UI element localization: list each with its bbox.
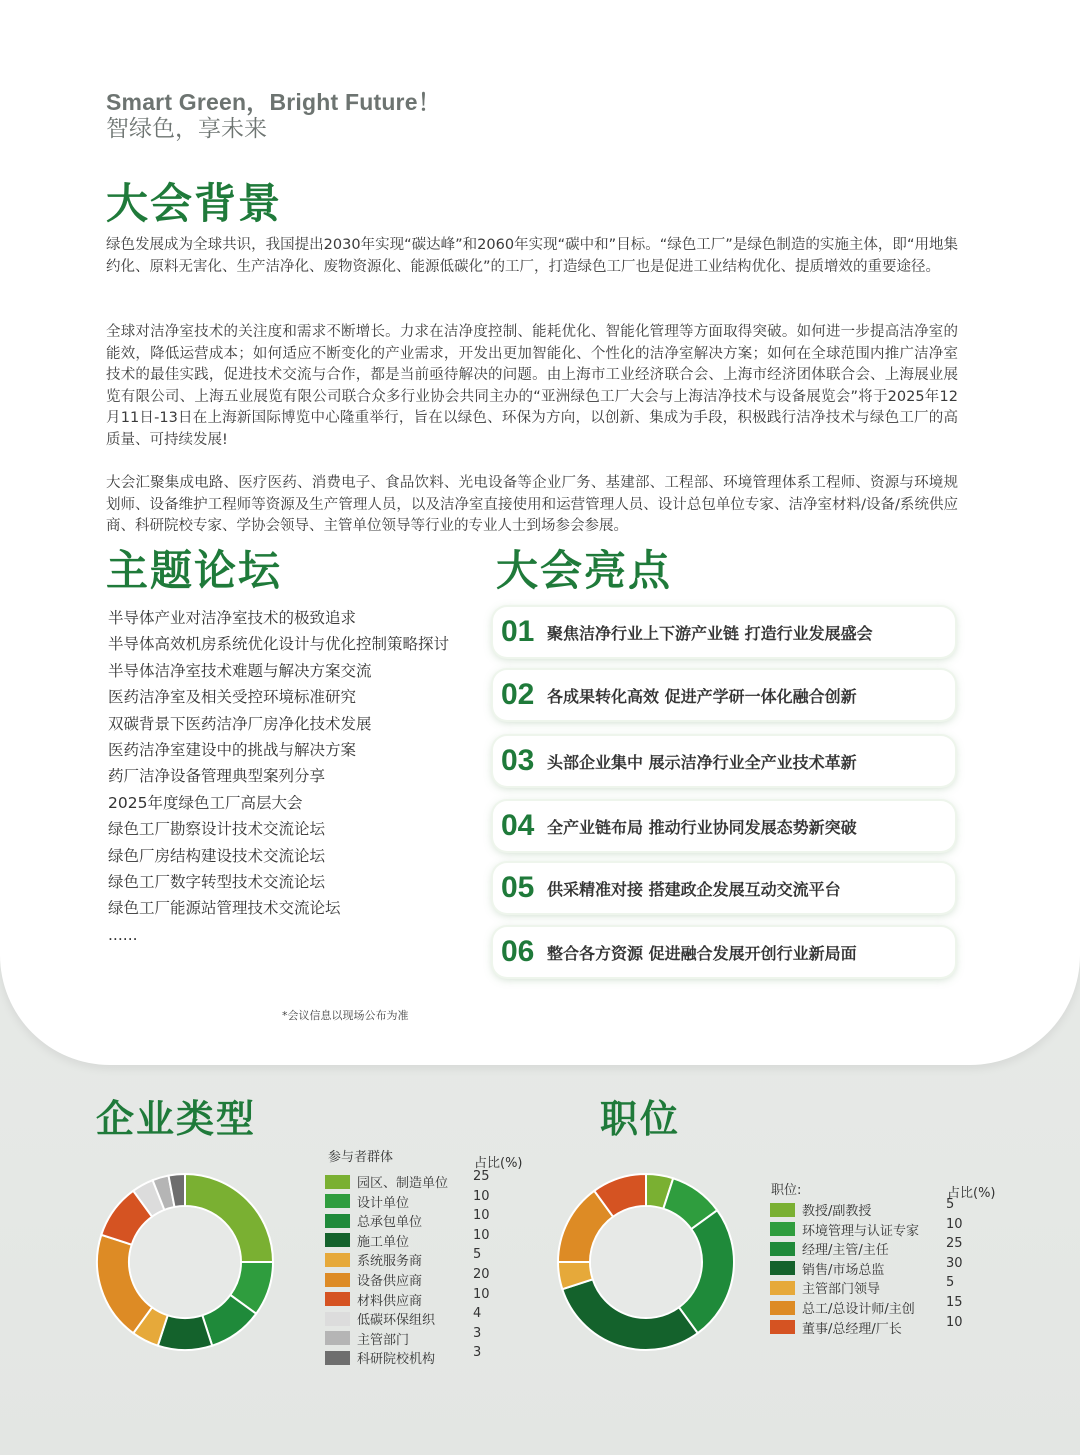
highlight-number: 03 <box>501 744 535 777</box>
legend-label: 主管部门领导 <box>802 1282 881 1298</box>
company-legend-title: 参与者群体 <box>328 1150 394 1165</box>
forum-item: 绿色工厂勘察设计技术交流论坛 <box>108 820 326 839</box>
legend-value: 10 <box>473 1208 490 1224</box>
legend-swatch <box>770 1281 795 1295</box>
legend-label: 低碳环保组织 <box>357 1313 436 1329</box>
legend-value: 25 <box>473 1169 490 1184</box>
legend-item <box>770 1318 902 1337</box>
legend-swatch <box>325 1253 350 1267</box>
legend-value: 3 <box>473 1325 482 1341</box>
legend-swatch <box>325 1312 350 1326</box>
legend-value: 3 <box>473 1345 482 1361</box>
legend-swatch <box>770 1320 795 1334</box>
company-value-header: 占比(%) <box>474 1156 523 1171</box>
legend-item <box>325 1348 435 1367</box>
position-title: 职位 <box>600 1097 681 1141</box>
disclaimer-note: *会议信息以现场公布为准 <box>282 1009 409 1022</box>
legend-item <box>325 1309 435 1328</box>
highlight-text: 全产业链布局 推动行业协同发展态势新突破 <box>547 817 857 837</box>
legend-label: 环境管理与认证专家 <box>802 1223 920 1239</box>
legend-value: 5 <box>946 1197 955 1212</box>
legend-label: 设备供应商 <box>357 1274 423 1289</box>
legend-swatch <box>325 1273 350 1287</box>
legend-value: 10 <box>473 1286 490 1302</box>
background-paragraph-3: 大会汇聚集成电路、医疗医药、消费电子、食品饮料、光电设备等企业厂务、基建部、工程部、环境管理体系工程师、资源与环境规划师、设备维护工程师等资源及生产管理人员，以及洁净室直接使用和运营管理人员、设计总包单位专家、洁净室材料/设备/系统供应商、科研院校专家、学协会领导、主管单位领导等行业的专业人士到场参会参展。 <box>106 475 958 534</box>
legend-swatch <box>325 1331 350 1345</box>
forum-item: 绿色厂房结构建设技术交流论坛 <box>108 846 326 865</box>
legend-label: 科研院校机构 <box>357 1352 436 1368</box>
legend-swatch <box>325 1194 350 1208</box>
legend-item <box>325 1290 422 1309</box>
highlight-card <box>493 801 955 851</box>
highlight-card <box>493 927 955 977</box>
highlight-text: 整合各方资源 促进融合发展开创行业新局面 <box>547 943 857 963</box>
highlight-text: 头部企业集中 展示洁净行业全产业技术革新 <box>547 752 857 772</box>
forum-item: 半导体洁净室技术难题与解决方案交流 <box>108 661 372 680</box>
background-paragraph-1: 绿色发展成为全球共识，我国提出2030年实现“碳达峰”和2060年实现“碳中和”目标。“绿色工厂”是绿色制造的实施主体，即“用地集约化、原料无害化、生产洁净化、废物资源化、能源低碳化”的工厂，打造绿色工厂也是促进工业结构优化、提质增效的重要途径。 <box>106 237 958 275</box>
legend-item <box>770 1200 871 1219</box>
legend-swatch <box>770 1301 795 1315</box>
forum-item-ellipsis: ...... <box>108 925 138 944</box>
forum-item: 双碳背景下医药洁净厂房净化技术发展 <box>108 714 372 733</box>
legend-item <box>325 1329 409 1348</box>
position-value-header: 占比(%) <box>947 1186 996 1201</box>
highlight-number: 05 <box>501 871 535 904</box>
highlight-number: 01 <box>501 615 535 648</box>
forum-item: 绿色工厂能源站管理技术交流论坛 <box>108 899 341 918</box>
legend-value: 15 <box>946 1295 963 1310</box>
highlight-card <box>493 736 955 786</box>
highlight-card <box>493 607 955 657</box>
legend-label: 总工/总设计师/主创 <box>802 1302 915 1317</box>
forum-item: 绿色工厂数字转型技术交流论坛 <box>108 873 326 892</box>
legend-swatch <box>770 1261 795 1275</box>
legend-swatch <box>325 1175 350 1189</box>
highlight-text: 各成果转化高效 促进产学研一体化融合创新 <box>547 686 857 706</box>
legend-label: 园区、制造单位 <box>357 1176 449 1191</box>
legend-item <box>325 1172 448 1191</box>
legend-value: 10 <box>473 1227 490 1243</box>
legend-swatch <box>325 1351 350 1365</box>
forum-item: 医药洁净室及相关受控环境标准研究 <box>108 688 357 707</box>
legend-value: 30 <box>946 1255 963 1271</box>
highlights-title: 大会亮点 <box>496 546 673 595</box>
legend-label: 董事/总经理/厂长 <box>802 1321 902 1337</box>
legend-item <box>325 1250 422 1269</box>
highlight-card <box>493 863 955 913</box>
highlight-number: 02 <box>501 678 535 711</box>
legend-swatch <box>325 1233 350 1247</box>
forum-item: 2025年度绿色工厂高层大会 <box>108 793 303 812</box>
legend-value: 25 <box>946 1236 963 1252</box>
forums-title: 主题论坛 <box>106 546 283 595</box>
legend-label: 施工单位 <box>357 1234 410 1250</box>
slogan-chinese: 智绿色，享未来 <box>106 116 267 142</box>
forum-item: 半导体高效机房系统优化设计与优化控制策略探讨 <box>108 635 450 654</box>
legend-swatch <box>770 1242 795 1256</box>
company-type-donut <box>90 1167 280 1357</box>
legend-value: 5 <box>473 1247 482 1263</box>
position-donut <box>551 1167 741 1357</box>
legend-swatch <box>770 1203 795 1217</box>
position-legend-title: 职位: <box>771 1183 802 1198</box>
legend-item <box>325 1270 422 1289</box>
highlight-number: 04 <box>501 809 535 842</box>
legend-label: 材料供应商 <box>357 1293 423 1309</box>
legend-label: 经理/主管/主任 <box>802 1243 889 1259</box>
donut-hole <box>130 1207 240 1317</box>
highlight-text: 供采精准对接 搭建政企发展互动交流平台 <box>547 879 841 899</box>
legend-item <box>325 1231 409 1250</box>
legend-swatch <box>325 1214 350 1228</box>
legend-label: 设计单位 <box>357 1195 410 1211</box>
legend-item <box>770 1220 919 1239</box>
legend-value: 10 <box>473 1188 490 1204</box>
legend-item <box>770 1259 884 1278</box>
legend-label: 教授/副教授 <box>802 1204 872 1219</box>
highlight-card <box>493 670 955 720</box>
legend-value: 10 <box>946 1314 963 1330</box>
background-title: 大会背景 <box>106 179 283 228</box>
forum-item: 半导体产业对洁净室技术的极致追求 <box>108 609 357 627</box>
legend-swatch <box>325 1292 350 1306</box>
forum-item: 医药洁净室建设中的挑战与解决方案 <box>108 741 357 760</box>
forum-list <box>108 605 478 948</box>
highlight-number: 06 <box>501 935 535 968</box>
legend-label: 系统服务商 <box>357 1254 423 1270</box>
legend-label: 销售/市场总监 <box>802 1262 885 1278</box>
legend-item <box>770 1278 880 1297</box>
legend-label: 总承包单位 <box>357 1215 423 1231</box>
company-type-title: 企业类型 <box>96 1097 257 1141</box>
legend-item <box>770 1298 915 1317</box>
legend-swatch <box>770 1222 795 1236</box>
legend-value: 4 <box>473 1306 482 1322</box>
slogan-english: Smart Green，Bright Future！ <box>106 89 441 115</box>
donut-hole <box>591 1207 701 1317</box>
legend-item <box>325 1211 422 1230</box>
legend-item <box>770 1239 889 1258</box>
legend-label: 主管部门 <box>357 1332 410 1348</box>
background-paragraph-2: 全球对洁净室技术的关注度和需求不断增长。力求在洁净度控制、能耗优化、智能化管理等方面取得突破。如何进一步提高洁净室的能效，降低运营成本；如何适应不断变化的产业需求，开发出更加智能化、个性化的洁净室解决方案；如何在全球范围内推广洁净室技术的最佳实践，促进技术交流与合作，都是当前亟待解决的问题。由上海市工业经济联合会、上海市经济团体联合会、上海展业展览有限公司、上海五业展览有限公司联合众多行业协会共同主办的“亚洲绿色工厂大会与上海洁净技术与设备展览会”将于2025年12月11日-13日在上海新国际博览中心隆重举行，旨在以绿色、环保为方向，以创新、集成为手段，积极践行洁净技术与绿色工厂的高质量、可持续发展! <box>106 324 958 448</box>
legend-value: 20 <box>473 1267 490 1282</box>
legend-value: 5 <box>946 1275 955 1291</box>
legend-value: 10 <box>946 1216 963 1232</box>
forum-item: 药厂洁净设备管理典型案列分享 <box>108 767 326 786</box>
highlight-text: 聚焦洁净行业上下游产业链 打造行业发展盛会 <box>547 623 873 643</box>
legend-item <box>325 1192 409 1211</box>
